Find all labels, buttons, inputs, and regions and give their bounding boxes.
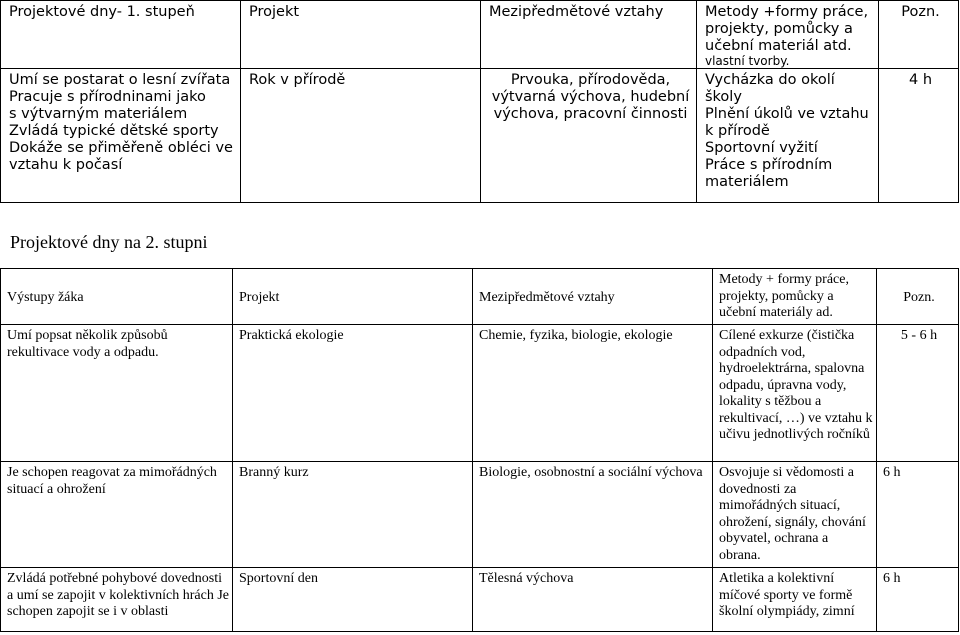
line: vztahu k počasí [9,157,123,173]
table-row [1,462,959,568]
outcomes-cell: Zvládá potřebné pohybové dovednosti a umí se zapojit v kolektivních hrách Je schopen zapojit se i v oblasti [1,568,233,632]
project-cell: Praktická ekologie [233,325,473,462]
header-cell: Pozn. [877,269,959,325]
project-cell: Rok v přírodě [241,69,481,203]
relations-cell [481,69,697,203]
methods-cell: Atletika a kolektivní míčové sporty ve formě školní olympiády, zimní [713,568,877,632]
header-cell: Mezipředmětové vztahy [473,269,713,325]
table-row [1,325,959,462]
outcomes-cell [1,69,241,203]
relations-cell: Tělesná výchova [473,568,713,632]
table-row [1,568,959,632]
section-heading: Projektové dny na 2. stupni [10,232,208,252]
outcomes-cell: Je schopen reagovat za mimořádných situací a ohrožení [1,462,233,568]
line: s výtvarným materiálem [9,106,188,122]
line: Vycházka do okolí školy [705,72,835,105]
line: Zvládá typické dětské sporty [9,123,219,139]
project-cell: Sportovní den [233,568,473,632]
header-cell: Výstupy žáka [1,269,233,325]
table-first-stage [0,0,959,203]
methods-cell: Cílené exkurze (čistička odpadních vod, hydroelektrárna, spalovna odpadu, úpravna vody, lokality s těžbou a rekultivací, …) ve vztahu k učivu jednotlivých ročníků [713,325,877,462]
table-header-row [1,1,959,69]
header-cell: Pozn. [879,1,959,69]
line: výtvarná výchova, hudební [491,89,690,105]
header-cell: Projekt [233,269,473,325]
table-header-row [1,269,959,325]
header-cell: Mezipředmětové vztahy [481,1,697,69]
line: Pracuje s přírodninami jako [9,89,206,105]
methods-cell: Osvojuje si vědomosti a dovednosti za mimořádných situací, ohrožení, signály, chování obyvatel, ochrana a obrana. [713,462,877,568]
line: Plnění úkolů ve vztahu [705,106,869,122]
line: k přírodě [705,123,770,139]
line: Sportovní vyžití [705,140,818,156]
outcomes-cell: Umí popsat několik způsobů rekultivace vody a odpadu. [1,325,233,462]
line: Umí se postarat o lesní zvířata [9,72,231,88]
line: materiálem [705,174,789,190]
header-cell [697,1,879,69]
header-text: Metody +formy práce, projekty, pomůcky a učební materiál atd. [705,4,869,54]
line: výchova, pracovní činnosti [493,106,688,122]
note-cell: 4 h [879,69,959,203]
header-note: vlastní tvorby. [705,54,790,68]
line: Prvouka, přírodověda, [510,72,671,88]
line: Práce s přírodním [705,157,833,173]
note-cell: 5 - 6 h [877,325,959,462]
methods-cell [697,69,879,203]
table-row [1,69,959,203]
project-cell: Branný kurz [233,462,473,568]
header-cell: Projektové dny- 1. stupeň [1,1,241,69]
relations-cell: Chemie, fyzika, biologie, ekologie [473,325,713,462]
note-cell: 6 h [877,568,959,632]
table-second-stage [0,268,959,632]
line: Dokáže se přiměřeně obléci ve [9,140,233,156]
relations-cell: Biologie, osobnostní a sociální výchova [473,462,713,568]
header-cell: Metody + formy práce, projekty, pomůcky a učební materiály ad. [713,269,877,325]
note-cell: 6 h [877,462,959,568]
header-cell: Projekt [241,1,481,69]
